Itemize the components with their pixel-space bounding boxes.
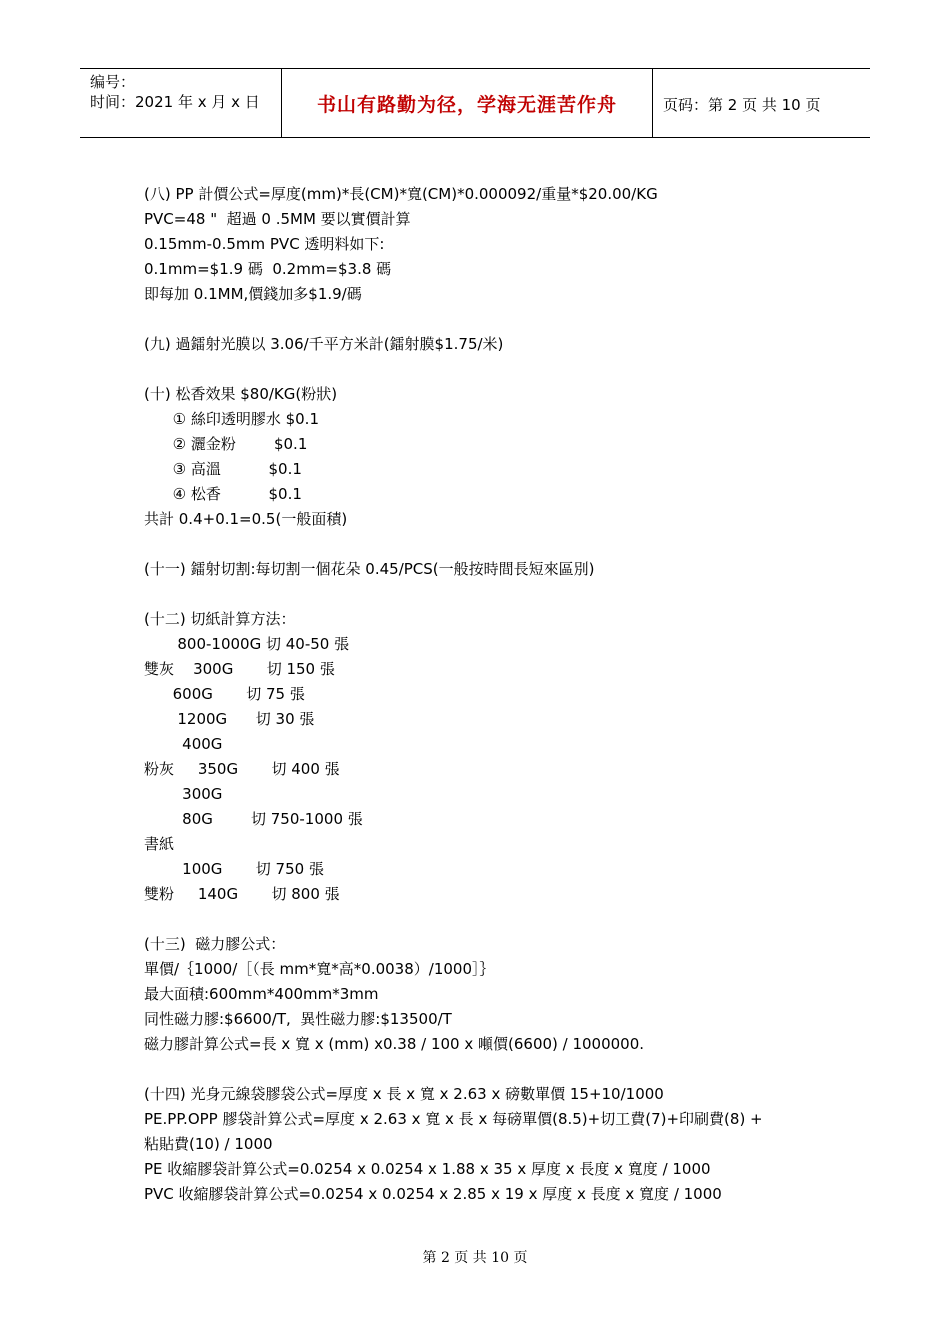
body-line: ④ 松香 $0.1 — [144, 485, 302, 503]
number-label: 编号： — [90, 73, 136, 91]
body-line: 磁力膠計算公式=長 x 寬 x (mm) x0.38 / 100 x 噸價(6600) / 1000000. — [144, 1035, 645, 1053]
body-line: (十三) 磁力膠公式： — [144, 935, 286, 953]
body-line: 800-1000G 切 40-50 張 — [144, 635, 350, 653]
body-line: 粉灰 350G 切 400 張 — [144, 760, 340, 778]
body-line: (九) 過鐳射光膜以 3.06/千平方米計(鐳射膜$1.75/米) — [144, 335, 504, 353]
body-line: 即每加 0.1MM,價錢加多$1.9/碼 — [144, 285, 362, 303]
body-line: 雙灰 300G 切 150 張 — [144, 660, 335, 678]
header-meta-cell — [80, 69, 282, 137]
body-line: ① 絲印透明膠水 $0.1 — [144, 410, 319, 428]
body-line: 同性磁力膠:$6600/T, 異性磁力膠:$13500/T — [144, 1010, 452, 1028]
body-line: 0.1mm=$1.9 碼 0.2mm=$3.8 碼 — [144, 260, 392, 278]
page-footer: 第 2 页 共 10 页 — [422, 1250, 528, 1266]
body-line: PE 收縮膠袋計算公式=0.0254 x 0.0254 x 1.88 x 35 x 厚度 x 長度 x 寬度 / 1000 — [144, 1160, 711, 1178]
body-line: PVC=48 " 超過 0 .5MM 要以實價計算 — [144, 210, 411, 228]
body-line: ③ 高溫 $0.1 — [144, 460, 302, 478]
body-line: (十一) 鐳射切割:每切割一個花朵 0.45/PCS(一般按時間長短來區別) — [144, 560, 595, 578]
body-line: 單價/｛1000/［（長 mm*寬*高*0.0038）/1000］｝ — [144, 960, 495, 978]
body-line: (十二) 切紙計算方法： — [144, 610, 296, 628]
motto: 书山有路勤为径，学海无涯苦作舟 — [316, 94, 617, 116]
page-info: 页码：第 2 页 共 10 页 — [663, 96, 821, 114]
body-line: (十四) 光身元線袋膠袋公式=厚度 x 長 x 寬 x 2.63 x 磅數單價 15+10/1000 — [144, 1085, 664, 1103]
body-line: ② 灑金粉 $0.1 — [144, 435, 308, 453]
header-motto-cell — [282, 69, 653, 137]
body-line: 雙粉 140G 切 800 張 — [144, 885, 340, 903]
header-page-cell — [653, 69, 870, 137]
body-line: (十) 松香效果 $80/KG(粉狀) — [144, 385, 338, 403]
body-line: PVC 收縮膠袋計算公式=0.0254 x 0.0254 x 2.85 x 19 x 厚度 x 長度 x 寬度 / 1000 — [144, 1185, 722, 1203]
body-line: 共計 0.4+0.1=0.5(一般面積) — [144, 510, 348, 528]
body-line: 最大面積:600mm*400mm*3mm — [144, 985, 379, 1003]
body-line: 80G 切 750-1000 張 — [144, 810, 363, 828]
body-line: 100G 切 750 張 — [144, 860, 324, 878]
body-line: 300G — [144, 785, 223, 803]
body-line: (八) PP 計價公式=厚度(mm)*長(CM)*寬(CM)*0.000092/重量*$20.00/KG — [144, 185, 658, 203]
body-line: 書紙 — [144, 835, 175, 853]
time-label: 时间：2021 年 x 月 x 日 — [90, 93, 260, 111]
body-line: 0.15mm-0.5mm PVC 透明料如下: — [144, 235, 385, 253]
body-line: 粘貼費(10) / 1000 — [144, 1135, 273, 1153]
body-line: PE.PP.OPP 膠袋計算公式=厚度 x 2.63 x 寬 x 長 x 每磅單價(8.5)+切工費(7)+印刷費(8) + — [144, 1110, 763, 1128]
body-line: 1200G 切 30 張 — [144, 710, 315, 728]
document-header — [80, 68, 870, 138]
body-line: 400G — [144, 735, 223, 753]
body-line: 600G 切 75 張 — [144, 685, 305, 703]
